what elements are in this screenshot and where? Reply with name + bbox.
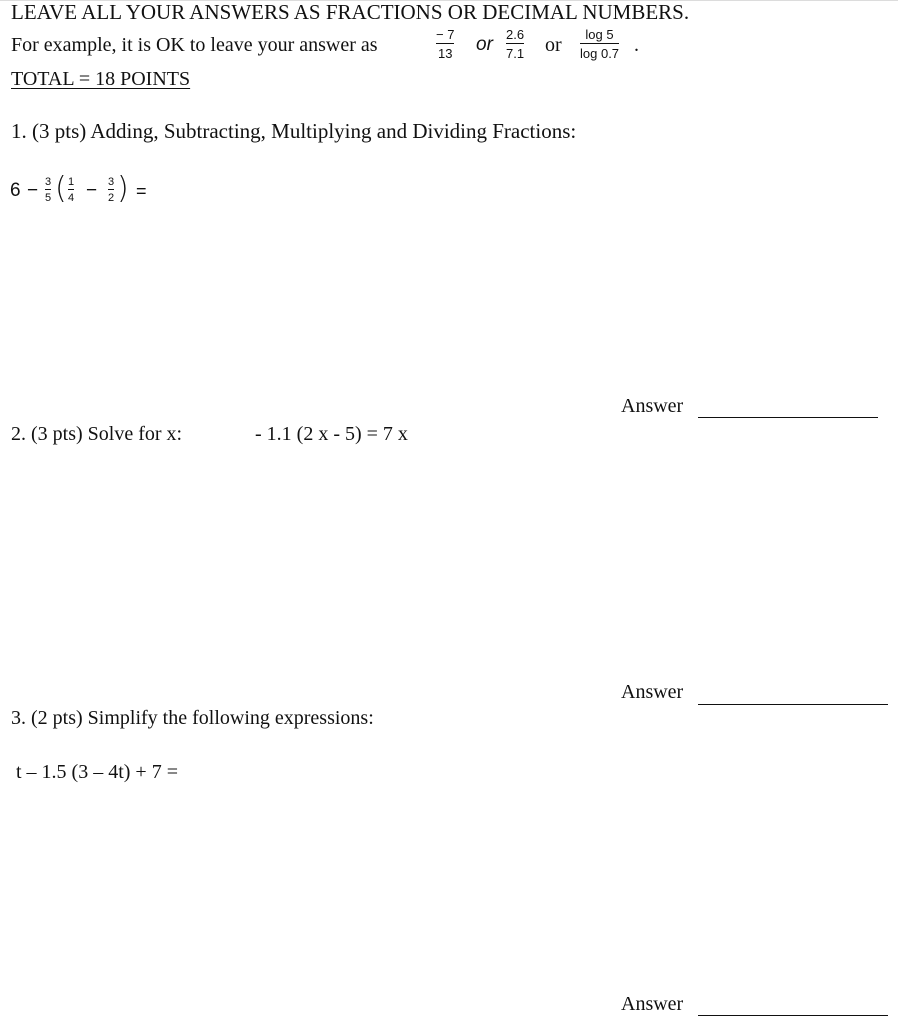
fraction-numerator: 1 bbox=[68, 176, 75, 188]
fraction-numerator: 3 bbox=[45, 176, 52, 188]
example-or-text: or bbox=[545, 34, 562, 56]
fraction-bar bbox=[108, 189, 114, 190]
q1-whole-number: 6 bbox=[10, 180, 21, 201]
total-points: TOTAL = 18 POINTS bbox=[11, 68, 191, 90]
fraction-denominator: 13 bbox=[437, 46, 453, 61]
q1-fraction-3-5 bbox=[45, 176, 51, 204]
q1-answer-label: Answer bbox=[621, 395, 684, 417]
example-fraction-2-6-7-1 bbox=[506, 27, 524, 61]
q1-left-paren: ( bbox=[55, 171, 67, 206]
example-period: . bbox=[634, 34, 639, 56]
q2-prompt: 2. (3 pts) Solve for x: bbox=[11, 423, 183, 445]
fraction-denominator: 7.1 bbox=[506, 46, 525, 61]
fraction-bar bbox=[68, 189, 74, 190]
q3-expression: t – 1.5 (3 – 4t) + 7 = bbox=[16, 761, 178, 783]
fraction-numerator: 2.6 bbox=[506, 27, 525, 42]
fraction-numerator: 3 bbox=[108, 176, 115, 188]
q1-prompt: 1. (3 pts) Adding, Subtracting, Multiplying and Dividing Fractions: bbox=[11, 119, 577, 143]
fraction-bar bbox=[436, 43, 454, 44]
example-fraction-neg7-13 bbox=[436, 27, 454, 61]
example-fraction-log bbox=[580, 27, 619, 61]
q3-answer-label: Answer bbox=[621, 993, 684, 1015]
q1-inner-minus: − bbox=[86, 180, 98, 201]
q2-answer-label: Answer bbox=[621, 681, 684, 703]
q2-equation: - 1.1 (2 x - 5) = 7 x bbox=[255, 423, 408, 445]
fraction-numerator: − 7 bbox=[436, 27, 455, 42]
fraction-denominator: 4 bbox=[68, 192, 75, 204]
fraction-numerator: log 5 bbox=[585, 27, 614, 42]
fraction-bar bbox=[580, 43, 619, 44]
q1-minus-sign: − bbox=[27, 180, 39, 201]
fraction-bar bbox=[45, 189, 51, 190]
instruction-line: LEAVE ALL YOUR ANSWERS AS FRACTIONS OR DECIMAL NUMBERS. bbox=[11, 0, 690, 24]
q1-answer-line[interactable] bbox=[698, 417, 878, 418]
fraction-bar bbox=[506, 43, 524, 44]
q3-prompt: 3. (2 pts) Simplify the following expressions: bbox=[11, 707, 374, 729]
fraction-denominator: log 0.7 bbox=[580, 46, 620, 61]
fraction-denominator: 5 bbox=[45, 192, 52, 204]
q1-right-paren: ) bbox=[117, 171, 129, 206]
example-or-italic: or bbox=[476, 34, 493, 55]
q1-fraction-1-4 bbox=[68, 176, 74, 204]
fraction-denominator: 2 bbox=[108, 192, 115, 204]
example-lead-text: For example, it is OK to leave your answer as bbox=[11, 34, 378, 56]
q1-equals: = bbox=[136, 181, 147, 201]
q2-answer-line[interactable] bbox=[698, 704, 888, 705]
q3-answer-line[interactable] bbox=[698, 1015, 888, 1016]
q1-fraction-3-2 bbox=[108, 176, 114, 204]
